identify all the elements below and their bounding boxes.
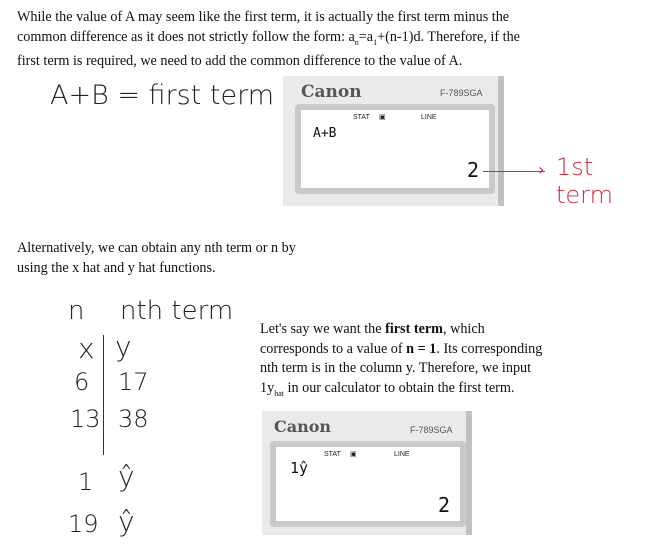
text-line: using the x hat and y hat functions.	[17, 259, 216, 276]
subscript: n	[354, 37, 359, 47]
calculator-screen	[270, 441, 466, 527]
var-y: y	[115, 330, 132, 363]
arrow-icon	[483, 171, 545, 172]
text: 1y	[260, 379, 275, 396]
arrow-head-icon: ›	[538, 160, 545, 179]
text: common difference as it does not strictly follow the form: a	[17, 28, 355, 45]
bold-text: first term	[385, 321, 443, 337]
cell: 38	[118, 405, 149, 433]
calculator-screen	[295, 104, 495, 194]
cell: ŷ	[118, 460, 135, 493]
calculator-model: F-789SGA	[440, 88, 483, 98]
cell: ŷ	[118, 505, 135, 538]
cell: 19	[68, 510, 99, 538]
first-term-label: 1st term	[556, 153, 613, 209]
header-n: n	[68, 296, 85, 326]
text-line: nth term is in the column y. Therefore, we input	[260, 360, 532, 376]
text: , which	[443, 321, 485, 337]
paragraph-2	[17, 239, 296, 278]
calculator-input: A+B	[313, 126, 337, 141]
calculator-brand: Canon	[301, 82, 362, 102]
calculator-brand: Canon	[274, 417, 332, 436]
calculator-model: F-789SGA	[410, 425, 453, 435]
paragraph-1	[17, 8, 654, 71]
text: . Its corresponding	[436, 340, 543, 357]
text: =a	[358, 28, 374, 45]
text-line	[260, 320, 542, 340]
text: Let's say we want the	[260, 321, 386, 337]
text-line	[260, 340, 542, 360]
mode-indicator: ▣	[379, 114, 386, 121]
text-line: Alternatively, we can obtain any nth term or n by	[17, 240, 296, 256]
calculator-image-2	[262, 411, 472, 535]
subscript: hat	[274, 388, 284, 398]
stat-indicator: STAT	[324, 451, 341, 458]
table-divider	[103, 335, 104, 455]
text-line	[260, 379, 542, 403]
cell: 1	[78, 468, 94, 496]
text-line	[17, 28, 654, 52]
stat-indicator: STAT	[353, 114, 370, 121]
line-indicator: LINE	[421, 114, 437, 121]
bold-text: n = 1	[406, 340, 437, 357]
calculator-result: 2	[467, 158, 480, 182]
cell: 6	[74, 368, 90, 396]
calculator-result: 2	[438, 493, 451, 517]
calculator-image-1	[283, 76, 504, 206]
text-line: first term is required, we need to add the common difference to the value of A.	[17, 52, 463, 69]
text: corresponds to a value of	[260, 340, 407, 357]
var-x: x	[78, 332, 95, 365]
text-line: While the value of A may seem like the first term, it is actually the first term minus the	[17, 9, 510, 25]
paragraph-3	[260, 320, 542, 403]
subscript: 1	[373, 37, 378, 47]
text: +(n-1)d. Therefore, if the	[377, 28, 520, 45]
handwritten-note: A+B = first term	[50, 80, 275, 111]
header-nth-term: nth term	[120, 296, 234, 326]
text: in our calculator to obtain the first term.	[283, 379, 515, 396]
cell: 13	[70, 405, 101, 433]
mode-indicator: ▣	[350, 451, 357, 458]
calculator-input: 1ŷ	[290, 459, 309, 477]
line-indicator: LINE	[394, 451, 410, 458]
cell: 17	[118, 368, 149, 396]
